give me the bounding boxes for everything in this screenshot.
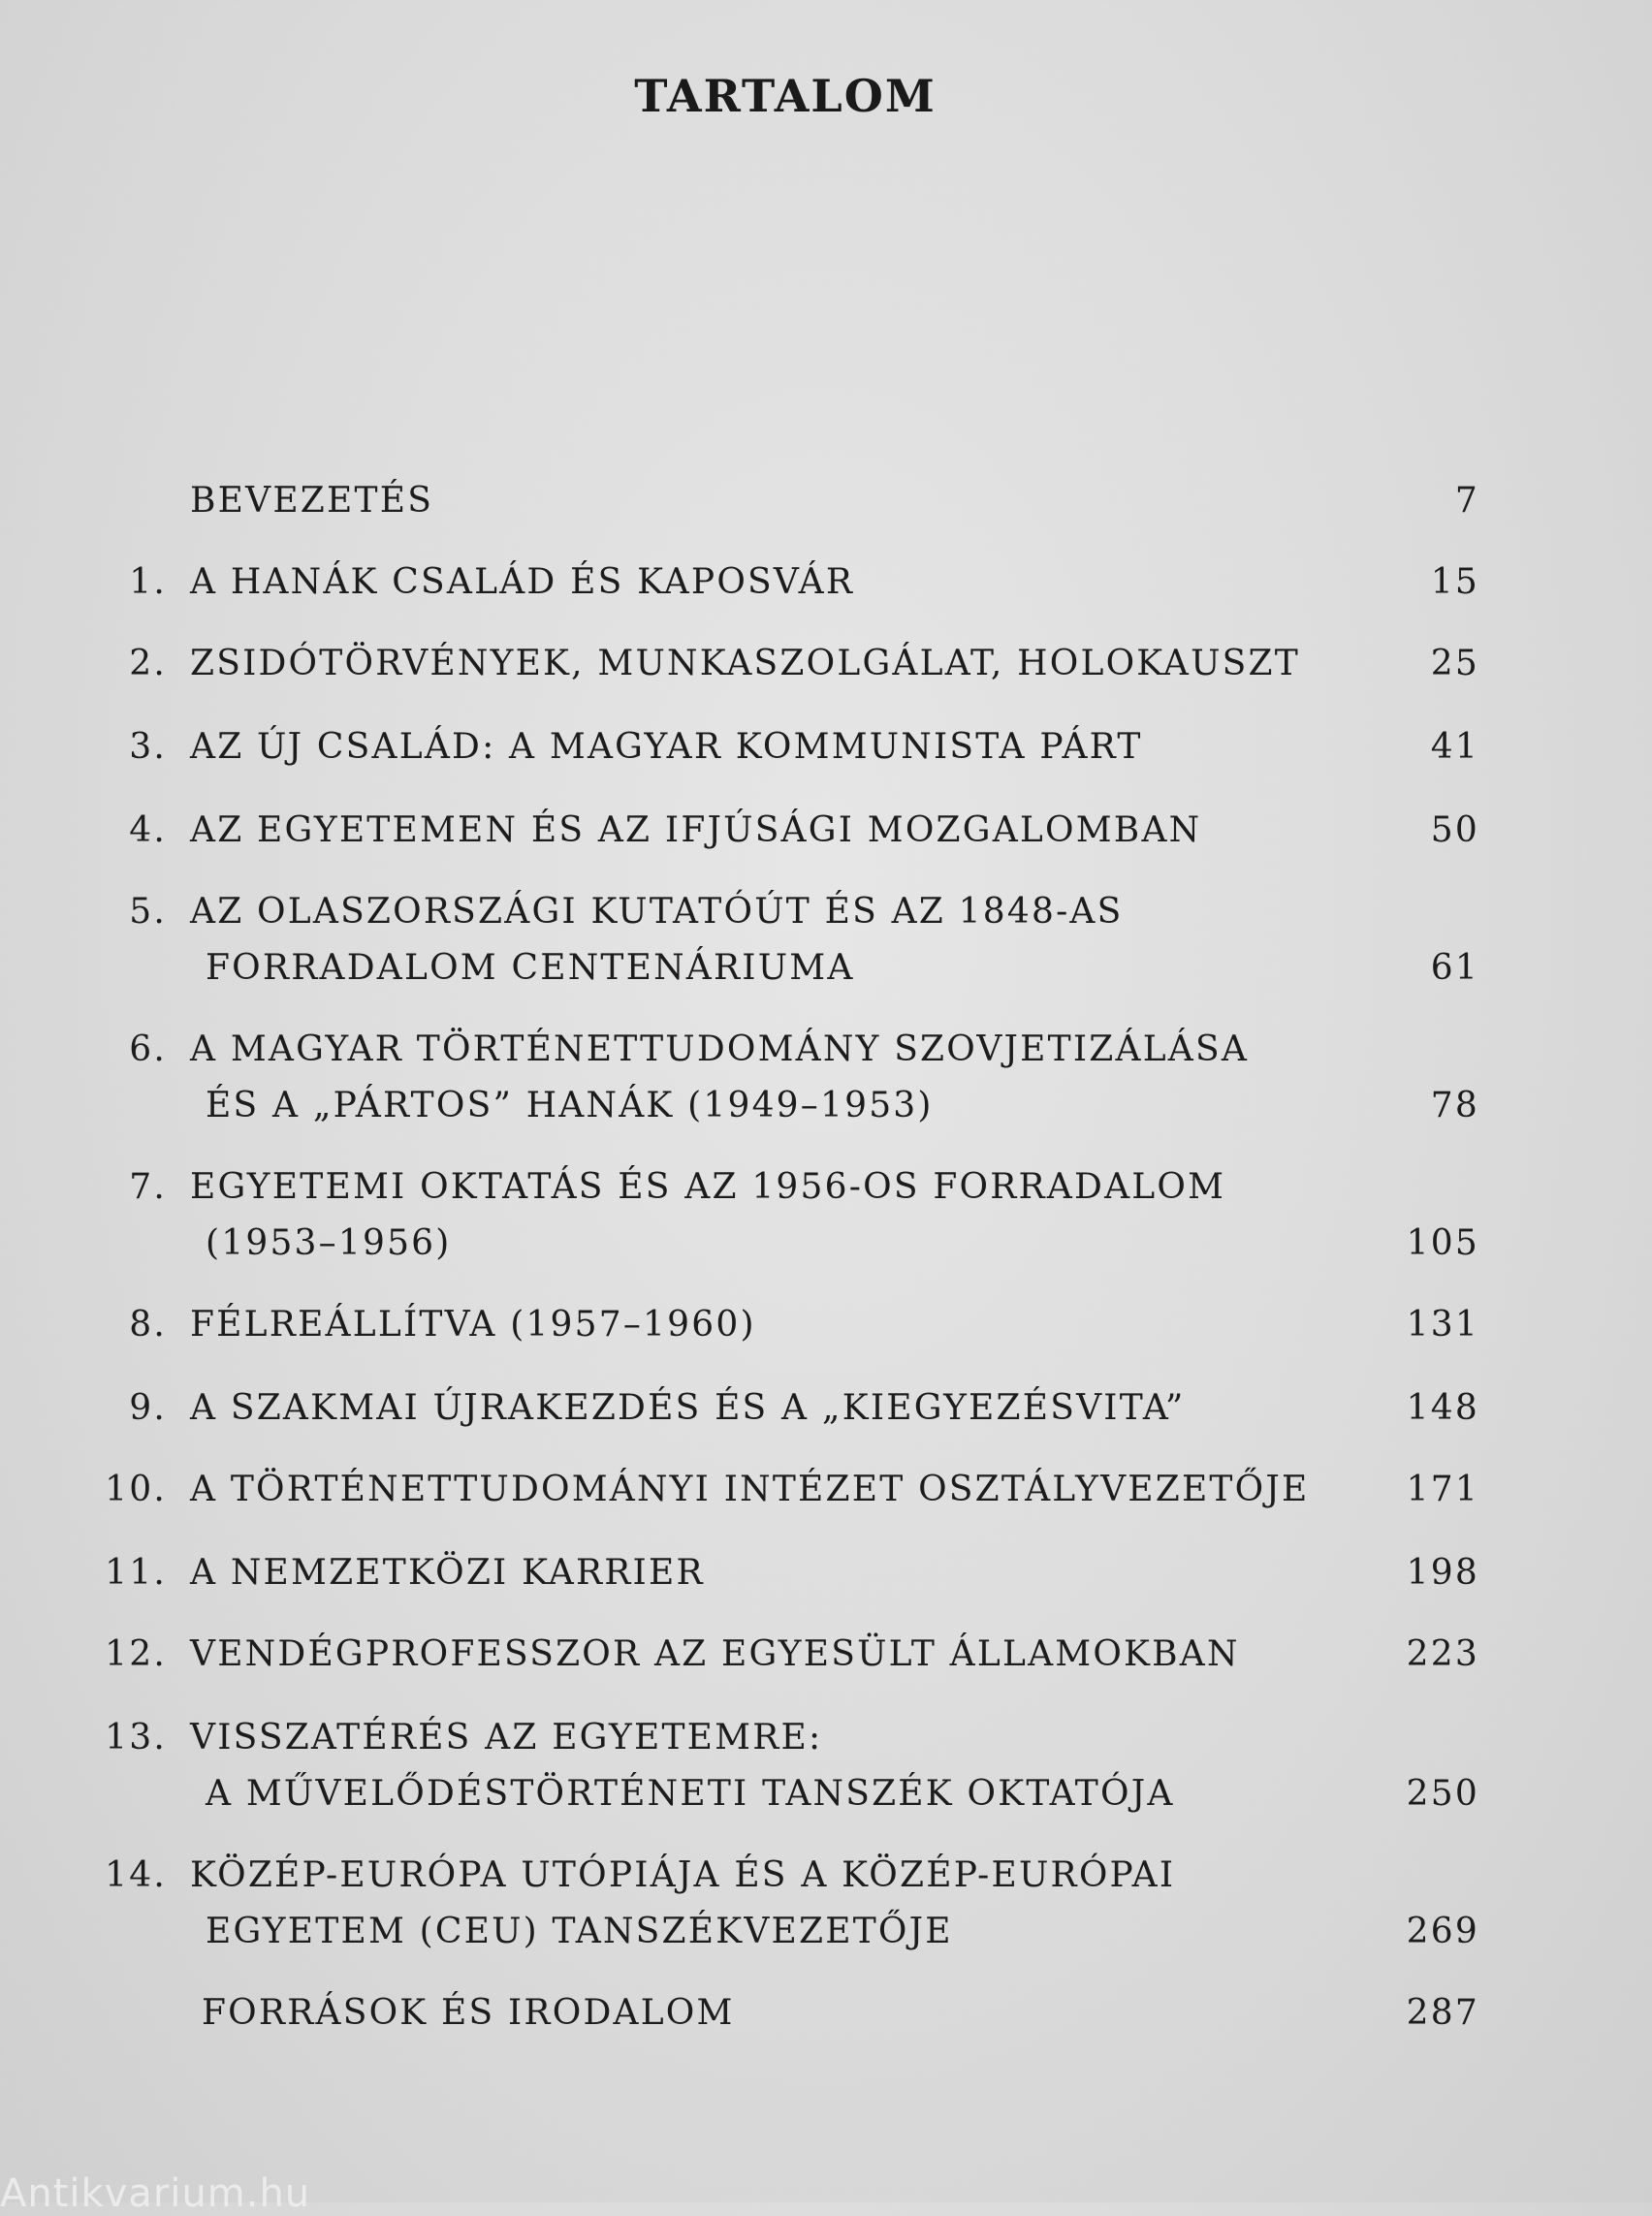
entry-title: AZ OLASZORSZÁGI KUTATÓÚT ÉS AZ 1848-AS FORRADALOM CENTENÁRIUMA — [190, 892, 1124, 988]
entry-page-number: 148 — [1406, 1388, 1479, 1428]
entry-number: 6. — [129, 1029, 167, 1069]
entry-number: 13. — [105, 1718, 167, 1757]
entry-title: A MAGYAR TÖRTÉNETTUDOMÁNY SZOVJETIZÁLÁSA ÉS A „PÁRTOS” HANÁK (1949–1953) — [190, 1029, 1250, 1125]
entry-page-number: 41 — [1430, 727, 1479, 767]
entry-number: 7. — [129, 1167, 167, 1207]
page-title: TARTALOM — [634, 70, 937, 122]
entry-title: KÖZÉP-EURÓPA UTÓPIÁJA ÉS A KÖZÉP-EURÓPAI EGYETEM (CEU) TANSZÉKVEZETŐJE — [190, 1855, 1176, 1951]
entry-page-number: 198 — [1406, 1553, 1479, 1593]
entry-number: 11. — [105, 1553, 167, 1593]
entry-page-number: 50 — [1430, 810, 1479, 850]
entry-page-number: 15 — [1430, 562, 1479, 602]
entry-number: 2. — [129, 644, 167, 683]
entry-title: VENDÉGPROFESSZOR AZ EGYESÜLT ÁLLAMOKBAN — [190, 1634, 1240, 1674]
entry-page-number: 105 — [1406, 1223, 1479, 1263]
entry-number: 10. — [105, 1470, 167, 1509]
entry-page-number: 269 — [1406, 1912, 1479, 1951]
entry-number: 5. — [129, 892, 167, 932]
entry-number: 8. — [129, 1305, 167, 1345]
entry-title: A NEMZETKÖZI KARRIER — [190, 1553, 705, 1593]
entry-page-number: 223 — [1406, 1634, 1479, 1674]
entry-title: ZSIDÓTÖRVÉNYEK, MUNKASZOLGÁLAT, HOLOKAUSZT — [190, 644, 1300, 683]
entry-page-number: 25 — [1430, 644, 1479, 683]
entry-number: 4. — [129, 810, 167, 850]
entry-title: FÉLREÁLLÍTVA (1957–1960) — [190, 1305, 756, 1345]
entry-page-number: 171 — [1406, 1470, 1479, 1509]
entry-title: BEVEZETÉS — [190, 481, 434, 521]
entry-page-number: 7 — [1454, 481, 1479, 521]
entry-page-number: 78 — [1430, 1086, 1479, 1125]
entry-title: VISSZATÉRÉS AZ EGYETEMRE: A MŰVELŐDÉSTÖRTÉNETI TANSZÉK OKTATÓJA — [190, 1718, 1175, 1814]
entry-title: A SZAKMAI ÚJRAKEZDÉS ÉS A „KIEGYEZÉSVITA” — [190, 1388, 1186, 1428]
entry-title: A HANÁK CSALÁD ÉS KAPOSVÁR — [190, 562, 855, 602]
entry-number: 12. — [105, 1634, 167, 1674]
entry-title: AZ ÚJ CSALÁD: A MAGYAR KOMMUNISTA PÁRT — [190, 727, 1143, 767]
entry-title: AZ EGYETEMEN ÉS AZ IFJÚSÁGI MOZGALOMBAN — [190, 810, 1202, 850]
entry-number: 1. — [129, 562, 167, 602]
entry-number: 9. — [129, 1388, 167, 1428]
entry-title: EGYETEMI OKTATÁS ÉS AZ 1956-OS FORRADALOM (1953–1956) — [190, 1167, 1226, 1263]
entry-title: A TÖRTÉNETTUDOMÁNYI INTÉZET OSZTÁLYVEZETŐJE — [190, 1470, 1310, 1509]
entry-number: 14. — [105, 1855, 167, 1895]
entry-title: FORRÁSOK ÉS IRODALOM — [202, 1993, 735, 2033]
entry-page-number: 61 — [1430, 948, 1479, 988]
entry-page-number: 131 — [1406, 1305, 1479, 1345]
watermark: Antikvarium.hu — [0, 2171, 311, 2216]
entry-page-number: 250 — [1406, 1774, 1479, 1814]
entry-page-number: 287 — [1406, 1993, 1479, 2033]
entry-number: 3. — [129, 727, 167, 767]
